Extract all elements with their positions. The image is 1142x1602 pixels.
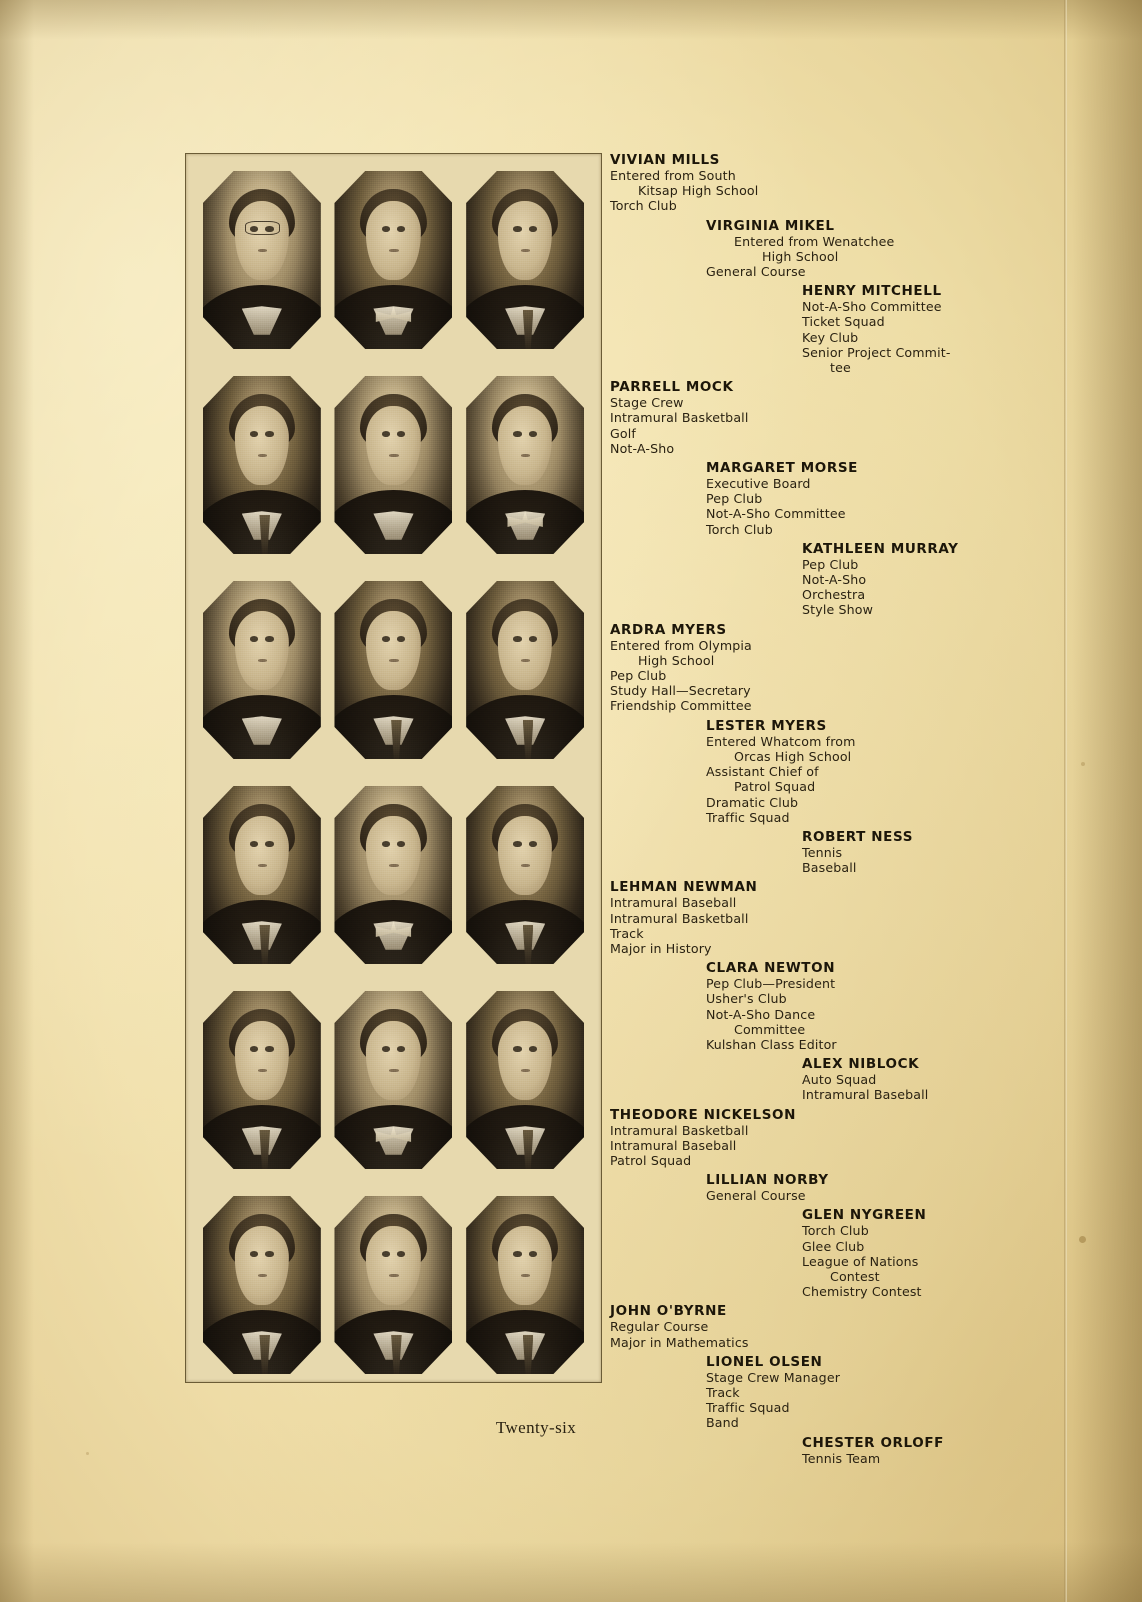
student-name: ARDRA MYERS bbox=[610, 621, 727, 638]
student-portrait bbox=[203, 581, 321, 759]
student-portrait bbox=[334, 1196, 452, 1374]
student-portrait bbox=[203, 376, 321, 554]
student-activity-line: Major in History bbox=[610, 940, 712, 956]
student-activity-line: Stage Crew Manager bbox=[706, 1369, 841, 1385]
page-edge-shadow-bottom bbox=[0, 1542, 1142, 1602]
student-activity-line: General Course bbox=[706, 1188, 806, 1204]
student-portrait bbox=[334, 171, 452, 349]
student-activity-line: Stage Crew bbox=[610, 395, 684, 411]
student-activity-line: Intramural Basketball bbox=[610, 910, 749, 926]
student-activity-line: Committee bbox=[734, 1021, 806, 1037]
student-activity-line: Torch Club bbox=[802, 1223, 869, 1239]
student-portrait bbox=[466, 991, 584, 1169]
student-activity-line: Traffic Squad bbox=[706, 1400, 790, 1416]
student-name: HENRY MITCHELL bbox=[802, 283, 942, 300]
senior-entry bbox=[802, 1056, 1030, 1102]
student-activity-line: Assistant Chief of bbox=[706, 764, 819, 780]
student-portrait bbox=[466, 376, 584, 554]
student-activity-line: Ticket Squad bbox=[802, 314, 885, 330]
page-edge-shadow-left bbox=[0, 0, 34, 1602]
portrait-theodore-nickelson bbox=[203, 991, 321, 1169]
student-activity-line: Patrol Squad bbox=[734, 779, 816, 795]
student-portrait bbox=[334, 786, 452, 964]
student-activity-line: Tennis Team bbox=[802, 1450, 881, 1466]
student-activity-line: Band bbox=[706, 1415, 739, 1431]
portrait-margaret-morse bbox=[334, 376, 452, 554]
student-activity-line: Not-A-Sho Committee bbox=[802, 299, 942, 315]
senior-entries-column bbox=[610, 152, 1030, 1470]
student-portrait bbox=[466, 581, 584, 759]
student-activity-line: Orchestra bbox=[802, 587, 866, 603]
student-activity-line: Track bbox=[706, 1384, 740, 1400]
student-activity-line: Entered Whatcom from bbox=[706, 733, 856, 749]
portrait-plate bbox=[185, 153, 602, 1383]
senior-entry bbox=[610, 879, 1030, 956]
student-activity-line: Intramural Baseball bbox=[802, 1087, 929, 1103]
student-activity-line: League of Nations bbox=[802, 1253, 919, 1269]
page-fold-line bbox=[1064, 0, 1067, 1602]
student-portrait bbox=[466, 786, 584, 964]
student-activity-line: Tennis bbox=[802, 844, 843, 860]
student-name: ALEX NIBLOCK bbox=[802, 1056, 920, 1073]
student-activity-line: Not-A-Sho bbox=[802, 572, 867, 588]
portrait-grid bbox=[186, 154, 601, 1382]
portrait-ardra-myers bbox=[203, 581, 321, 759]
student-activity-line: Golf bbox=[610, 425, 636, 441]
student-activity-line: Torch Club bbox=[706, 521, 773, 537]
senior-entry bbox=[802, 829, 1030, 875]
student-portrait bbox=[203, 991, 321, 1169]
senior-entry bbox=[706, 960, 1030, 1052]
student-activity-line: Chemistry Contest bbox=[802, 1284, 922, 1300]
senior-entry bbox=[706, 218, 1030, 280]
portrait-kathleen-murray bbox=[466, 376, 584, 554]
student-activity-line: Not-A-Sho Dance bbox=[706, 1006, 816, 1022]
student-activity-line: Intramural Baseball bbox=[610, 1137, 737, 1153]
senior-entry bbox=[610, 1303, 1030, 1349]
student-name: CLARA NEWTON bbox=[706, 960, 836, 977]
portrait-lillian-norby bbox=[334, 991, 452, 1169]
senior-entry bbox=[802, 1207, 1030, 1299]
student-name: LESTER MYERS bbox=[706, 717, 827, 734]
portrait-virginia-mikel bbox=[334, 171, 452, 349]
senior-entry bbox=[610, 1107, 1030, 1169]
student-name: GLEN NYGREEN bbox=[802, 1207, 927, 1224]
student-name: PARRELL MOCK bbox=[610, 379, 734, 396]
page-number bbox=[0, 1418, 1142, 1438]
portrait-clara-newton bbox=[334, 786, 452, 964]
student-portrait bbox=[334, 376, 452, 554]
student-activity-line: Dramatic Club bbox=[706, 794, 799, 810]
student-activity-line: Not-A-Sho bbox=[610, 440, 675, 456]
portrait-lionel-olsen bbox=[334, 1196, 452, 1374]
student-portrait bbox=[466, 1196, 584, 1374]
student-portrait bbox=[203, 1196, 321, 1374]
student-activity-line: Key Club bbox=[802, 329, 859, 345]
portrait-alex-niblock bbox=[466, 786, 584, 964]
student-portrait bbox=[466, 171, 584, 349]
student-activity-line: Traffic Squad bbox=[706, 809, 790, 825]
portrait-lester-myers bbox=[334, 581, 452, 759]
student-activity-line: Pep Club bbox=[802, 556, 859, 572]
student-activity-line: Entered from Olympia bbox=[610, 637, 752, 653]
portrait-robert-ness bbox=[466, 581, 584, 759]
portrait-vivian-mills bbox=[203, 171, 321, 349]
student-name: KATHLEEN MURRAY bbox=[802, 540, 959, 557]
student-activity-line: Patrol Squad bbox=[610, 1152, 692, 1168]
student-name: CHESTER ORLOFF bbox=[802, 1434, 944, 1451]
student-activity-line: Intramural Basketball bbox=[610, 410, 749, 426]
student-activity-line: Not-A-Sho Committee bbox=[706, 506, 846, 522]
senior-entry bbox=[610, 379, 1030, 456]
student-name: MARGARET MORSE bbox=[706, 460, 858, 477]
student-activity-line: Intramural Basketball bbox=[610, 1122, 749, 1138]
student-activity-line: Usher's Club bbox=[706, 991, 787, 1007]
student-name: LILLIAN NORBY bbox=[706, 1172, 829, 1189]
portrait-chester-orloff bbox=[466, 1196, 584, 1374]
student-activity-line: Baseball bbox=[802, 860, 857, 876]
student-activity-line: Style Show bbox=[802, 602, 874, 618]
student-name: ROBERT NESS bbox=[802, 828, 914, 845]
student-activity-line: Kitsap High School bbox=[638, 183, 759, 199]
student-activity-line: Regular Course bbox=[610, 1319, 709, 1335]
student-portrait bbox=[334, 581, 452, 759]
student-name: THEODORE NICKELSON bbox=[610, 1106, 797, 1123]
student-activity-line: Entered from Wenatchee bbox=[734, 233, 895, 249]
senior-entry bbox=[802, 283, 1030, 375]
student-activity-line: Contest bbox=[830, 1268, 880, 1284]
student-portrait bbox=[203, 171, 321, 349]
page-edge-shadow-top bbox=[0, 0, 1142, 40]
senior-entry bbox=[706, 460, 1030, 537]
student-activity-line: Executive Board bbox=[706, 476, 811, 492]
paper-speck bbox=[1081, 762, 1085, 766]
student-activity-line: Glee Club bbox=[802, 1238, 865, 1254]
student-name: JOHN O'BYRNE bbox=[610, 1303, 727, 1320]
senior-entry bbox=[802, 1435, 1030, 1466]
paper-speck bbox=[1079, 1236, 1086, 1243]
student-activity-line: Track bbox=[610, 925, 644, 941]
student-activity-line: Friendship Committee bbox=[610, 698, 752, 714]
student-activity-line: Auto Squad bbox=[802, 1072, 877, 1088]
student-activity-line: Pep Club—President bbox=[706, 976, 836, 992]
student-activity-line: Orcas High School bbox=[734, 748, 852, 764]
student-name: LIONEL OLSEN bbox=[706, 1353, 823, 1370]
paper-speck bbox=[86, 1452, 89, 1455]
senior-entry bbox=[802, 541, 1030, 618]
student-activity-line: Study Hall—Secretary bbox=[610, 683, 751, 699]
senior-entry bbox=[706, 1172, 1030, 1203]
portrait-parrell-mock bbox=[203, 376, 321, 554]
senior-entry bbox=[610, 622, 1030, 714]
student-activity-line: Intramural Baseball bbox=[610, 895, 737, 911]
student-activity-line: Major in Mathematics bbox=[610, 1334, 749, 1350]
page-number-label: Twenty-six bbox=[495, 1418, 577, 1437]
portrait-henry-mitchell bbox=[466, 171, 584, 349]
senior-entry bbox=[706, 718, 1030, 825]
portrait-glen-nygreen bbox=[466, 991, 584, 1169]
student-activity-line: High School bbox=[638, 652, 715, 668]
student-activity-line: Torch Club bbox=[610, 198, 677, 214]
student-name: VIRGINIA MIKEL bbox=[706, 217, 835, 234]
student-activity-line: tee bbox=[830, 360, 851, 376]
student-activity-line: Pep Club bbox=[706, 491, 763, 507]
student-activity-line: Pep Club bbox=[610, 668, 667, 684]
student-portrait bbox=[334, 991, 452, 1169]
student-activity-line: Entered from South bbox=[610, 168, 736, 183]
student-name: LEHMAN NEWMAN bbox=[610, 879, 758, 896]
student-activity-line: Senior Project Commit- bbox=[802, 344, 951, 360]
portrait-lehman-newman bbox=[203, 786, 321, 964]
student-name: VIVIAN MILLS bbox=[610, 152, 720, 168]
student-activity-line: High School bbox=[762, 248, 839, 264]
senior-entry bbox=[610, 152, 1030, 214]
student-activity-line: Kulshan Class Editor bbox=[706, 1036, 837, 1052]
portrait-john-obyrne bbox=[203, 1196, 321, 1374]
page-edge-shadow-right bbox=[1072, 0, 1142, 1602]
student-portrait bbox=[203, 786, 321, 964]
student-activity-line: General Course bbox=[706, 264, 806, 280]
